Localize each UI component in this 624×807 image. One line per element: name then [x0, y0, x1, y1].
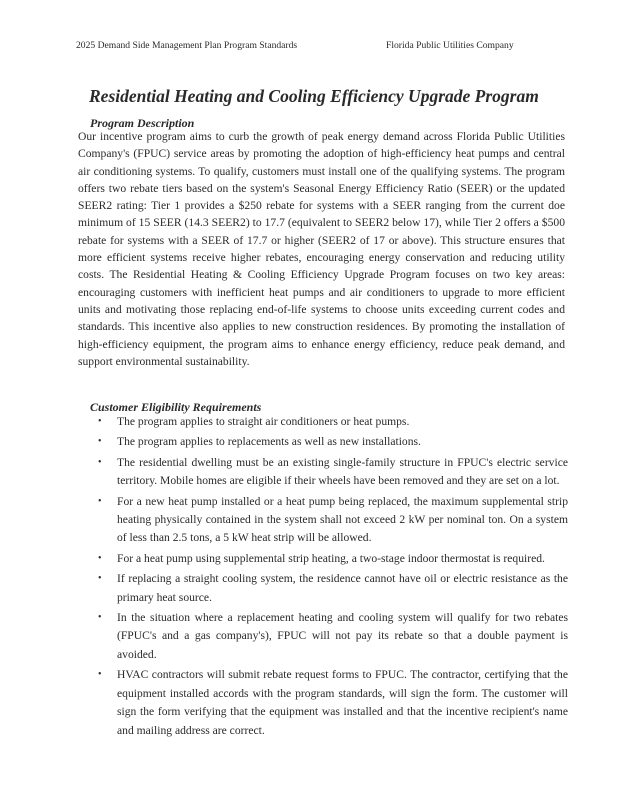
eligibility-item: [90, 550, 568, 568]
eligibility-item: [90, 493, 568, 548]
eligibility-item-text: The residential dwelling must be an existing single-family structure in FPUC's electric service territory. Mobile homes are eligible if their wheels have been removed and they are set on a lot.: [117, 455, 568, 488]
bullet-icon: •: [98, 669, 102, 681]
bullet-icon: •: [98, 495, 102, 507]
eligibility-item-text: For a heat pump using supplemental strip heating, a two-stage indoor thermostat is required.: [117, 551, 545, 565]
header-company-name: Florida Public Utilities Company: [386, 40, 514, 51]
bullet-icon: •: [98, 552, 102, 564]
eligibility-item-text: The program applies to replacements as well as new installations.: [117, 435, 421, 449]
eligibility-item-text: HVAC contractors will submit rebate request forms to FPUC. The contractor, certifying that the equipment installed accords with the program standards, will sign the form. The customer will sign the form verifying that the equipment was installed and that the incentive recipient's name and mailing address are correct.: [117, 668, 568, 737]
program-description-heading: Program Description: [90, 116, 195, 130]
eligibility-item-text: In the situation where a replacement heating and cooling system will qualify for two rebates (FPUC's and a gas company's), FPUC will not pay its rebate so that a double payment is avoided.: [117, 611, 568, 661]
bullet-icon: •: [98, 612, 102, 624]
eligibility-list: [90, 413, 568, 742]
eligibility-item: [90, 609, 568, 664]
eligibility-item: [90, 570, 568, 607]
eligibility-item: [90, 454, 568, 491]
eligibility-item-text: For a new heat pump installed or a heat pump being replaced, the maximum supplemental strip heating physically contained in the system shall not exceed 2 kW per nominal ton. On a system of less than 2.5 tons, a 5 kW heat strip will be allowed.: [117, 494, 568, 545]
eligibility-item-text: If replacing a straight cooling system, the residence cannot have oil or electric resistance as the primary heat source.: [117, 572, 568, 604]
bullet-icon: •: [98, 573, 102, 585]
program-description-text: Our incentive program aims to curb the growth of peak energy demand across Florida Public Utilities Company's (FPUC) service areas by promoting the adoption of high-efficiency heat pumps and central air conditioning systems. To qualify, customers must install one of the qualifying systems. The program offers two rebate tiers based on the system's Seasonal Energy Efficiency Ratio (SEER) or the updated SEER2 rating: Tier 1 provides a $250 rebate for systems with a SEER ranging from the current doe minimum of 15 SEER (14.3 SEER2) to 17.7 (equivalent to SEER2 below 17), while Tier 2 offers a $500 rebate for systems with a SEER of 17.7 or higher (SEER2 of 17 or above). This structure ensures that more efficient systems receive higher rebates, encouraging energy conservation and reducing utility costs. The Residential Heating & Cooling Efficiency Upgrade Program focuses on two key areas: encouraging customers with inefficient heat pumps and air conditioners to upgrade to more efficient units and motivating those replacing end-of-life systems to choose units exceeding current codes and standards. This incentive also applies to new construction residences. By promoting the installation of high-efficiency equipment, the program aims to enhance energy efficiency, reduce peak demand, and support environmental sustainability.: [78, 130, 565, 368]
eligibility-item: [90, 413, 568, 431]
bullet-icon: •: [98, 416, 102, 427]
header-plan-title: 2025 Demand Side Management Plan Program Standards: [76, 40, 298, 51]
eligibility-item-text: The program applies to straight air conditioners or heat pumps.: [117, 415, 410, 428]
document-title: Residential Heating and Cooling Efficiency Upgrade Program: [89, 86, 539, 106]
eligibility-heading: Customer Eligibility Requirements: [90, 400, 262, 414]
eligibility-item: [90, 666, 568, 740]
bullet-icon: •: [98, 456, 102, 468]
eligibility-item: [90, 433, 568, 451]
bullet-icon: •: [98, 436, 102, 448]
